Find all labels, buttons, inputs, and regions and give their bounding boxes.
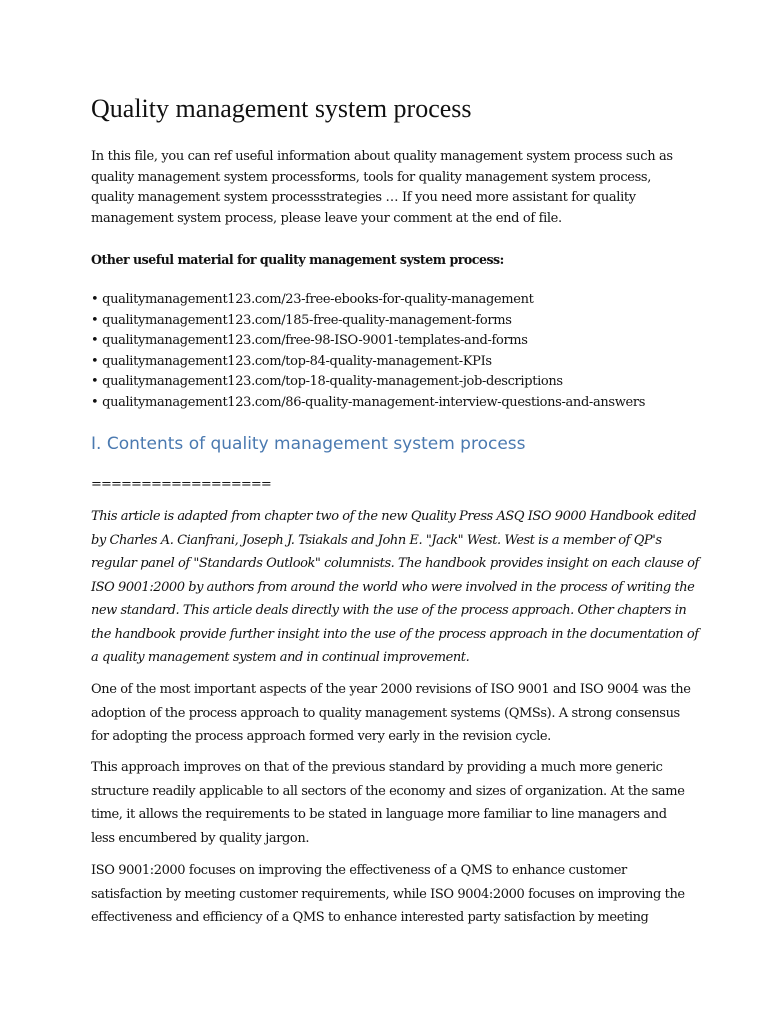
article-quote: This article is adapted from chapter two of the new Quality Press ASQ ISO 9000 Handbook edited by Charles A. Cianfrani, Joseph J. Tsiakals and John E. "Jack" West. West is a member of QP's regular panel of "Standards Outlook" columnists. The handbook provides insight on each clause of ISO 9001:2000 by authors from around the world who were involved in the process of writing the new standard. This article deals directly with the use of the process approach. Other chapters in the handbook provide further insight into the use of the process approach in the documentation of a quality management system and in continual improvement. — [91, 509, 699, 665]
other-material-label: Other useful material for quality management system process: — [91, 252, 504, 267]
body-paragraph: ISO 9001:2000 focuses on improving the effectiveness of a QMS to enhance customer satisfaction by meeting customer requirements, while ISO 9004:2000 focuses on improving the effectiveness and efficiency of a QMS to enhance interested party satisfaction by meeting — [91, 863, 685, 925]
material-link-list — [91, 290, 645, 413]
material-link[interactable]: • qualitymanagement123.com/86-quality-management-interview-questions-and-answers — [91, 394, 646, 410]
section-heading: I. Contents of quality management system process — [91, 434, 526, 454]
material-link[interactable]: • qualitymanagement123.com/23-free-ebooks-for-quality-management — [91, 292, 534, 307]
body-paragraph: One of the most important aspects of the year 2000 revisions of ISO 9001 and ISO 9004 was the adoption of the process approach to quality management systems (QMSs). A strong consensus for adopting the process approach formed very early in the revision cycle. — [91, 682, 691, 744]
material-link[interactable]: • qualitymanagement123.com/top-84-quality-management-KPIs — [91, 353, 492, 369]
material-link[interactable]: • qualitymanagement123.com/185-free-quality-management-forms — [91, 312, 512, 328]
separator-line: ================== — [91, 477, 271, 492]
body-paragraph: This approach improves on that of the previous standard by providing a much more generic structure readily applicable to all sectors of the economy and sizes of organization. At the same time, it allows the requirements to be stated in language more familiar to line managers and less encumbered by quality jargon. — [91, 760, 685, 846]
document-title: Quality management system process — [91, 94, 472, 123]
material-link[interactable]: • qualitymanagement123.com/free-98-ISO-9001-templates-and-forms — [91, 333, 528, 348]
intro-paragraph: In this file, you can ref useful information about quality management system process such as quality management system processforms, tools for quality management system process, quality management system processstrategies … If you need more assistant for quality management system process, please leave your comment at the end of file. — [91, 149, 673, 226]
material-link[interactable]: • qualitymanagement123.com/top-18-quality-management-job-descriptions — [91, 374, 563, 389]
